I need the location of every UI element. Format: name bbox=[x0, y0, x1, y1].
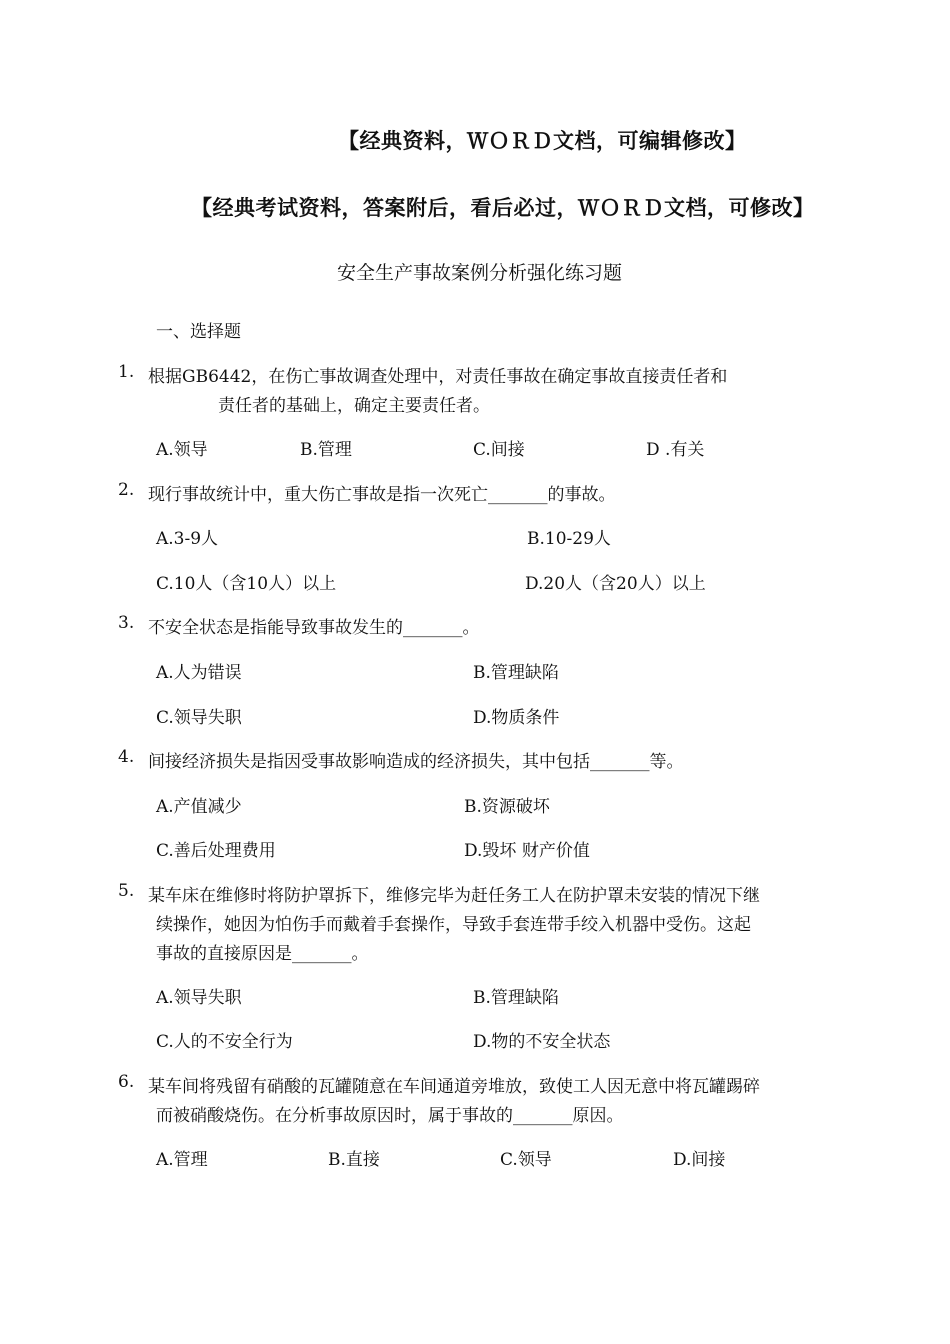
option-a[interactable]: A.产值减少 bbox=[156, 797, 242, 817]
option-c[interactable]: C.领导失职 bbox=[156, 708, 242, 728]
question-number: 6. bbox=[118, 1072, 135, 1092]
option-d[interactable]: D.20人（含20人）以上 bbox=[525, 574, 706, 594]
question-text: 责任者的基础上，确定主要责任者。 bbox=[218, 396, 490, 416]
question-text: 根据GB6442，在伤亡事故调查处理中，对责任事故在确定事故直接责任者和 bbox=[148, 367, 728, 387]
option-c[interactable]: C.间接 bbox=[473, 440, 525, 460]
question-text: 某车床在维修时将防护罩拆下，维修完毕为赶任务工人在防护罩未安装的情况下继 bbox=[148, 886, 760, 906]
question-text: 间接经济损失是指因受事故影响造成的经济损失，其中包括_______等。 bbox=[148, 752, 684, 772]
option-a[interactable]: A.管理 bbox=[156, 1150, 208, 1170]
header-banner-2: 【经典考试资料，答案附后，看后必过，ＷＯＲＤ文档，可修改】 bbox=[191, 195, 815, 220]
document-title: 安全生产事故案例分析强化练习题 bbox=[337, 262, 623, 284]
option-d[interactable]: D .有关 bbox=[646, 440, 705, 460]
option-c[interactable]: C.领导 bbox=[500, 1150, 552, 1170]
option-b[interactable]: B.10-29人 bbox=[527, 529, 611, 549]
question-number: 5. bbox=[118, 881, 135, 901]
question-text: 不安全状态是指能导致事故发生的_______。 bbox=[148, 618, 480, 638]
question-number: 1. bbox=[118, 362, 135, 382]
option-b[interactable]: B.管理 bbox=[300, 440, 352, 460]
question-text: 而被硝酸烧伤。在分析事故原因时，属于事故的_______原因。 bbox=[156, 1106, 624, 1126]
option-d[interactable]: D.物质条件 bbox=[473, 708, 560, 728]
question-number: 3. bbox=[118, 613, 135, 633]
question-number: 2. bbox=[118, 480, 135, 500]
option-c[interactable]: C.10人（含10人）以上 bbox=[156, 574, 337, 594]
option-a[interactable]: A.领导失职 bbox=[156, 988, 242, 1008]
option-a[interactable]: A.领导 bbox=[156, 440, 208, 460]
option-c[interactable]: C.人的不安全行为 bbox=[156, 1032, 293, 1052]
question-text: 续操作，她因为怕伤手而戴着手套操作，导致手套连带手绞入机器中受伤。这起 bbox=[156, 915, 751, 935]
option-a[interactable]: A.3-9人 bbox=[156, 529, 219, 549]
option-a[interactable]: A.人为错误 bbox=[156, 663, 242, 683]
option-d[interactable]: D.物的不安全状态 bbox=[473, 1032, 611, 1052]
question-number: 4. bbox=[118, 747, 135, 767]
option-b[interactable]: B.管理缺陷 bbox=[473, 663, 559, 683]
section-heading: 一、选择题 bbox=[156, 322, 241, 342]
option-b[interactable]: B.直接 bbox=[328, 1150, 380, 1170]
option-d[interactable]: D.毁坏 财产价值 bbox=[464, 841, 590, 861]
question-text: 现行事故统计中，重大伤亡事故是指一次死亡_______的事故。 bbox=[148, 485, 616, 505]
option-d[interactable]: D.间接 bbox=[673, 1150, 726, 1170]
option-b[interactable]: B.资源破坏 bbox=[464, 797, 550, 817]
question-text: 某车间将残留有硝酸的瓦罐随意在车间通道旁堆放，致使工人因无意中将瓦罐踢碎 bbox=[148, 1077, 760, 1097]
option-c[interactable]: C.善后处理费用 bbox=[156, 841, 276, 861]
question-text: 事故的直接原因是_______。 bbox=[156, 944, 369, 964]
option-b[interactable]: B.管理缺陷 bbox=[473, 988, 559, 1008]
header-banner-1: 【经典资料，ＷＯＲＤ文档，可编辑修改】 bbox=[338, 128, 747, 153]
